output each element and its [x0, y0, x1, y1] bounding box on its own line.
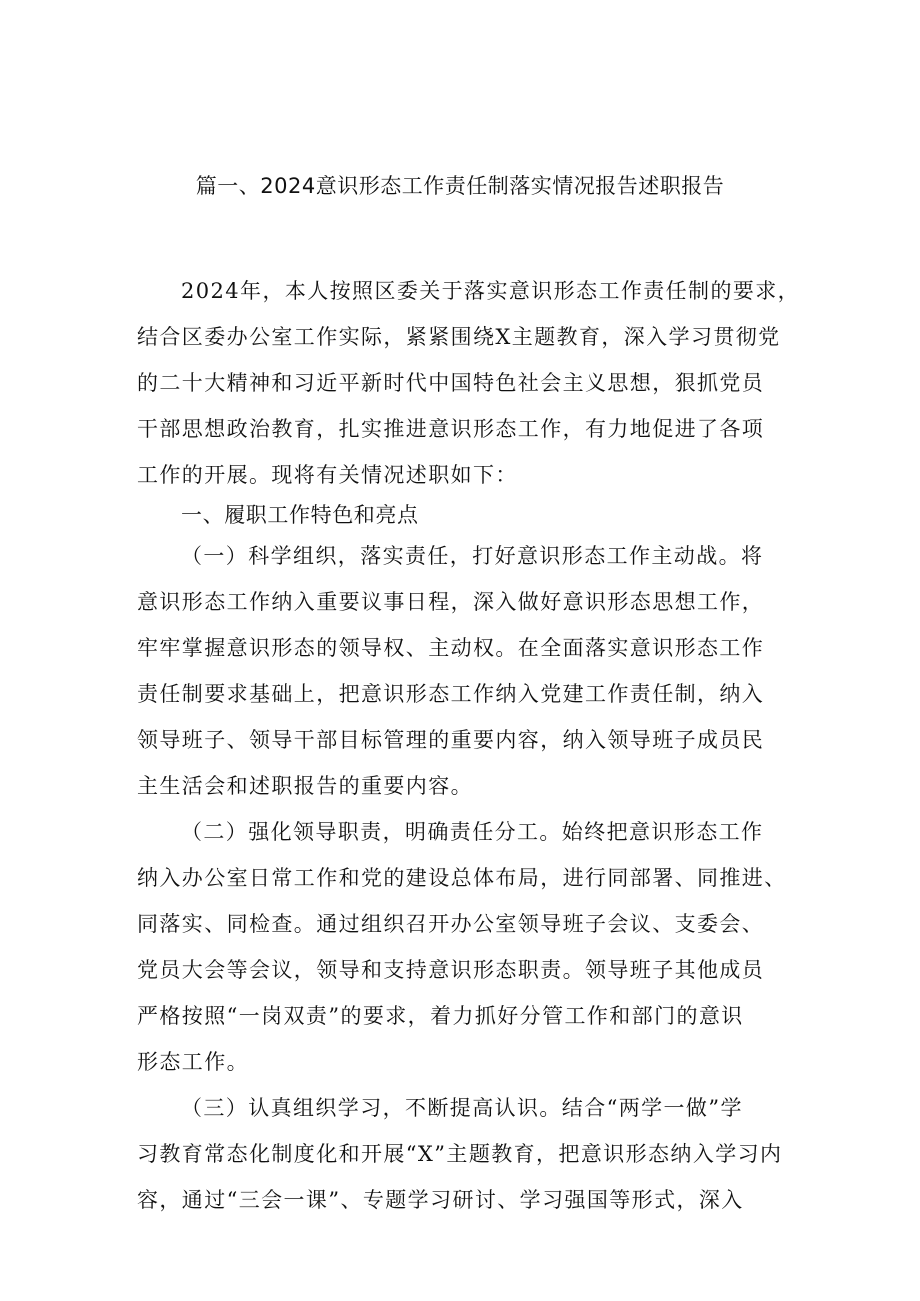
paragraph-line: （三）认真组织学习，不断提高认识。结合“两学一做”学	[181, 1096, 743, 1120]
paragraph-line: （二）强化领导职责，明确责任分工。始终把意识形态工作	[181, 820, 764, 844]
paragraph-line: 意识形态工作纳入重要议事日程，深入做好意识形态思想工作，	[137, 590, 765, 614]
paragraph-line: 领导班子、领导干部目标管理的重要内容，纳入领导班子成员民	[137, 728, 765, 752]
section-heading: 一、履职工作特色和亮点	[181, 503, 419, 527]
paragraph-line: 结合区委办公室工作实际，紧紧围绕X主题教育，深入学习贯彻党	[137, 325, 781, 349]
paragraph-line: 容，通过“三会一课”、专题学习研讨、学习强国等形式，深入	[137, 1188, 744, 1212]
paragraph-line: 的二十大精神和习近平新时代中国特色社会主义思想，狠抓党员	[137, 371, 765, 395]
paragraph-line: 严格按照“一岗双责”的要求，着力抓好分管工作和部门的意识	[137, 1004, 744, 1028]
paragraph-line: 责任制要求基础上，把意识形态工作纳入党建工作责任制，纳入	[137, 682, 765, 706]
paragraph-line: 工作的开展。现将有关情况述职如下：	[137, 463, 518, 487]
paragraph-line: 同落实、同检查。通过组织召开办公室领导班子会议、支委会、	[137, 912, 765, 936]
paragraph-line: 干部思想政治教育，扎实推进意识形态工作，有力地促进了各项	[137, 417, 765, 441]
paragraph-line: 习教育常态化制度化和开展“X”主题教育，把意识形态纳入学习内	[137, 1142, 783, 1166]
paragraph-line: 2024年，本人按照区委关于落实意识形态工作责任制的要求，	[181, 279, 801, 303]
paragraph-line: 党员大会等会议，领导和支持意识形态职责。领导班子其他成员	[137, 958, 765, 982]
paragraph-line: 纳入办公室日常工作和党的建设总体布局，进行同部署、同推进、	[137, 866, 787, 890]
paragraph-line: 主生活会和述职报告的重要内容。	[137, 774, 473, 798]
paragraph-line: （一）科学组织，落实责任，打好意识形态工作主动战。将	[181, 544, 764, 568]
paragraph-line: 形态工作。	[137, 1050, 249, 1074]
document-title: 篇一、2024意识形态工作责任制落实情况报告述职报告	[195, 174, 725, 198]
paragraph-line: 牢牢掌握意识形态的领导权、主动权。在全面落实意识形态工作	[137, 636, 765, 660]
